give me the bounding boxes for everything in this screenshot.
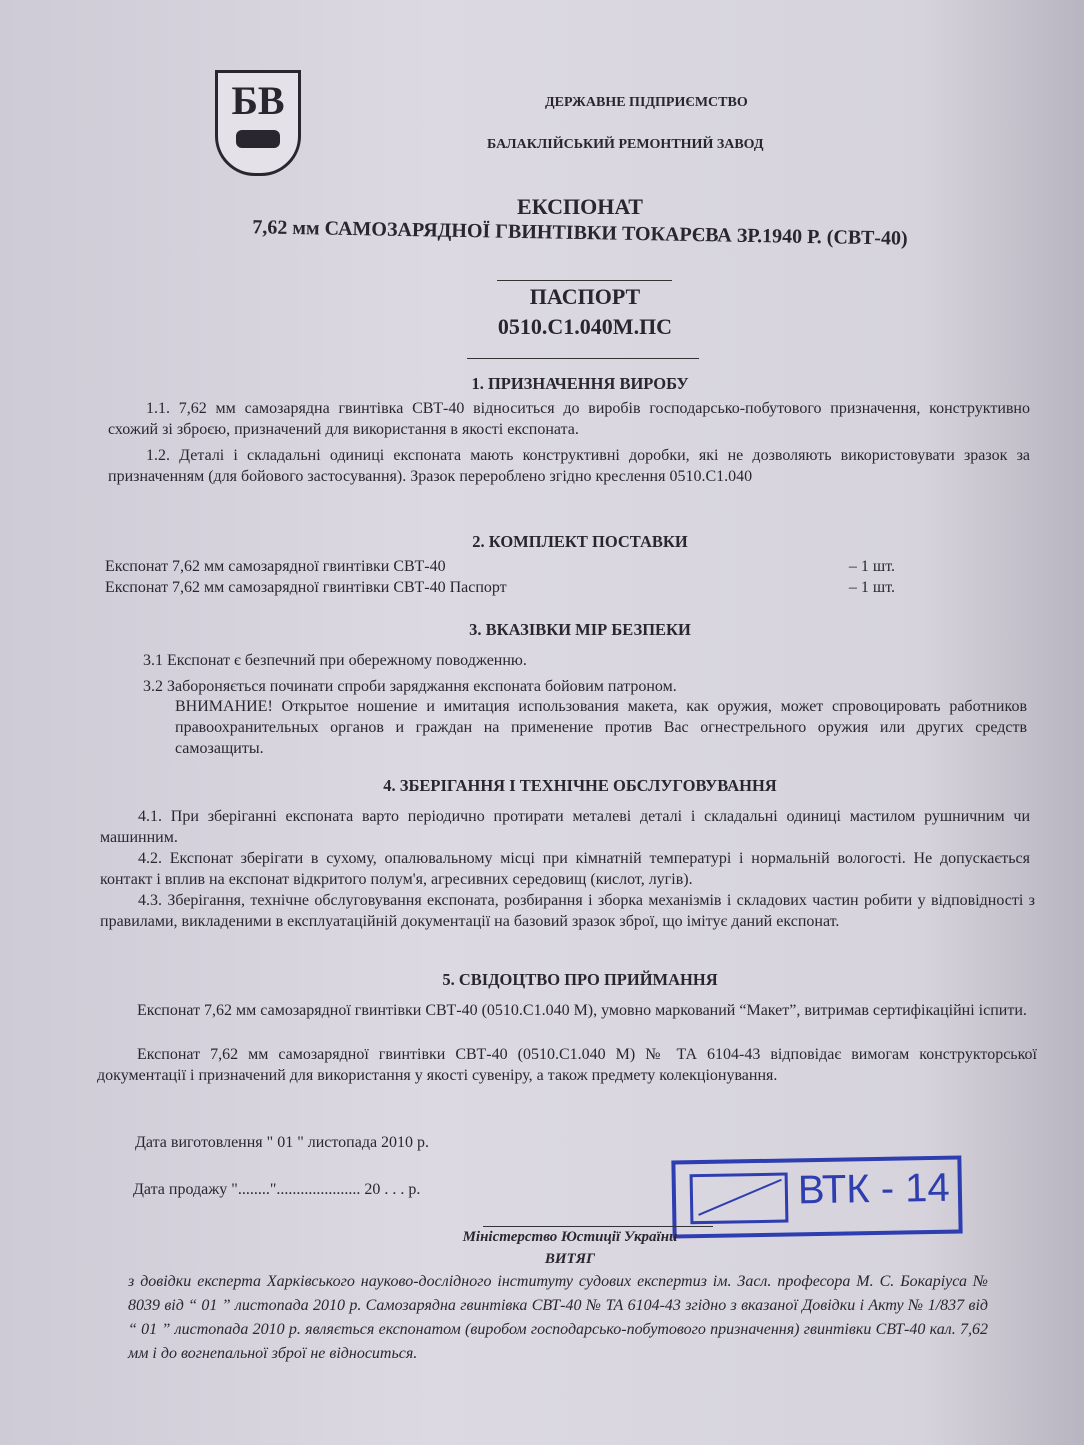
divider xyxy=(467,358,699,359)
org-name: БАЛАКЛІЙСЬКИЙ РЕМОНТНИЙ ЗАВОД xyxy=(487,137,764,152)
logo-letters: БВ xyxy=(231,78,285,123)
passport-title: ПАСПОРТ xyxy=(529,284,641,309)
extract-title: ВИТЯГ xyxy=(544,1251,596,1267)
divider xyxy=(497,280,672,281)
paragraph-5-1: Експонат 7,62 мм самозарядної гвинтівки СВТ-40 (0510.С1.040 М), умовно маркований “Макет”, витримав сертифікаційні іспити. xyxy=(137,1002,1027,1019)
org-type: ДЕРЖАВНЕ ПІДПРИЄМСТВО xyxy=(545,95,748,110)
item-qty: – 1 шт. xyxy=(848,579,895,596)
qc-stamp xyxy=(671,1155,962,1238)
list-item xyxy=(105,577,895,598)
section-5-heading: 5. СВІДОЦТВО ПРО ПРИЙМАННЯ xyxy=(442,970,718,989)
doc-subtitle: 7,62 мм САМОЗАРЯДНОЇ ГВИНТІВКИ ТОКАРЄВА ЗР.1940 Р. (СВТ-40) xyxy=(252,216,908,250)
section-1-heading: 1. ПРИЗНАЧЕННЯ ВИРОБУ xyxy=(471,374,689,393)
extract-text: з довідки експерта Харківського науково-дослідного інституту судових експертиз ім. Засл. професора М. С. Бокаріуса № 8039 від “ 01 ” листопада 2010 р. Самозарядна гвинтівка СВТ-40 № ТА 6104-43 згідно з вказаної Довідки і Акту № 1/837 від “ 01 ” листопада 2010 р. являється експонатом (виробом господарсько-побутового призначення) гвинтівки СВТ-40 кал. 7,62 мм і до вогнепальної зброї не відноситься. xyxy=(128,1273,988,1362)
warning-text: ВНИМАНИЕ! Открытое ношение и имитация использования макета, как оружия, может спровоцировать работников правоохранительных органов и граждан на применение против Вас огнестрельного оружия или других средств самозащиты. xyxy=(175,698,1027,757)
section-3-heading: 3. ВКАЗІВКИ МІР БЕЗПЕКИ xyxy=(469,620,691,639)
tank-icon xyxy=(236,130,280,148)
stamp-text: ВТК - 14 xyxy=(797,1165,951,1213)
paragraph-3-1: 3.1 Експонат є безпечний при обережному поводженню. xyxy=(143,652,527,669)
stamp-box-icon xyxy=(690,1173,789,1225)
passport-code: 0510.С1.040М.ПС xyxy=(497,314,673,339)
paragraph-4-2: 4.2. Експонат зберігати в сухому, опалювальному місці при кімнатній температурі і нормальній вологості. Не допускається контакт і вплив на експонат відкритого полум'я, агресивних середовищ (кислот, лугів). xyxy=(100,850,1030,888)
section-4-heading: 4. ЗБЕРІГАННЯ І ТЕХНІЧНЕ ОБСЛУГОВУВАННЯ xyxy=(383,776,777,795)
ministry-name: Міністерство Юстиції України xyxy=(462,1229,678,1245)
paragraph-3-2: 3.2 Забороняється починати спроби заряджання експоната бойовим патроном. xyxy=(143,678,677,695)
section-2-heading: 2. КОМПЛЕКТ ПОСТАВКИ xyxy=(472,532,688,551)
paragraph-4-1: 4.1. При зберіганні експоната варто періодично протирати металеві деталі і складальні одиниці мастилом рушничним чи машинним. xyxy=(100,808,1030,846)
doc-title: ЕКСПОНАТ xyxy=(517,194,643,219)
signature-line xyxy=(483,1226,713,1227)
item-name: Експонат 7,62 мм самозарядної гвинтівки СВТ-40 xyxy=(105,558,446,575)
item-qty: – 1 шт. xyxy=(848,558,895,575)
item-name: Експонат 7,62 мм самозарядної гвинтівки СВТ-40 Паспорт xyxy=(105,579,507,596)
paragraph-5-2: Експонат 7,62 мм самозарядної гвинтівки СВТ-40 (0510.С1.040 М) № ТА 6104-43 відповідає вимогам конструкторської документації і призначений для використання у якості сувеніру, а також предмету колекціонування. xyxy=(97,1046,1037,1084)
list-item xyxy=(105,556,895,577)
manufacture-date: Дата виготовлення " 01 " листопада 2010 р. xyxy=(135,1134,430,1151)
sale-date: Дата продажу "........"..................... 20 . . . р. xyxy=(133,1181,421,1198)
company-logo xyxy=(215,70,301,176)
paragraph-4-3: 4.3. Зберігання, технічне обслуговування експоната, розбирання і зборка механізмів і складових частин робити у відповідності з правилами, викладеними в експлуатаційній документації на базовий зразок зброї, що імітує даний експонат. xyxy=(100,892,1035,930)
paragraph-1-2: 1.2. Деталі і складальні одиниці експоната мають конструктивні доробки, які не дозволяють використовувати зразок за призначенням (для бойового застосування). Зразок перероблено згідно креслення 0510.С1.040 xyxy=(108,447,1030,485)
delivery-list xyxy=(105,556,895,598)
paragraph-1-1: 1.1. 7,62 мм самозарядна гвинтівка СВТ-40 відноситься до виробів господарсько-побутового призначення, конструктивно схожий зі зброєю, призначений для використання в якості експоната. xyxy=(108,400,1030,438)
